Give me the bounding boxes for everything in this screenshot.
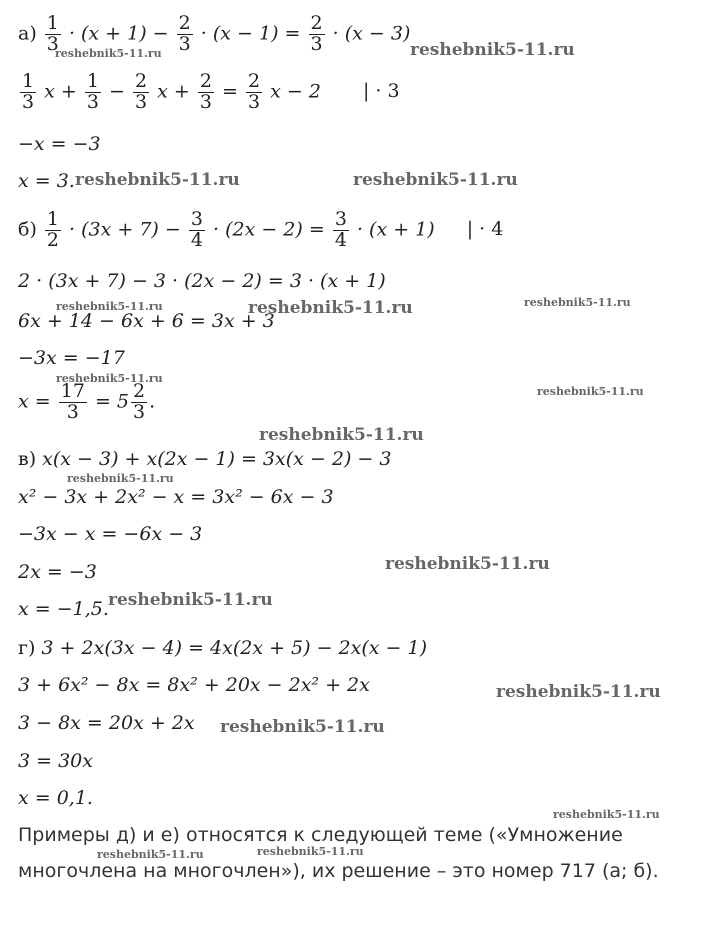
part-a-equation-4: x = 3. bbox=[18, 170, 75, 192]
fraction: $\frac{1}{2}$ bbox=[46, 208, 59, 251]
note-line-2: многочлена на многочлен»), их решение – это номер 717 (а; б). bbox=[18, 860, 659, 882]
watermark: reshebnik5-11.ru bbox=[67, 472, 174, 485]
watermark: reshebnik5-11.ru bbox=[537, 385, 644, 398]
part-a-label: а) bbox=[18, 22, 37, 45]
note-line-1: Примеры д) и е) относятся к следующей теме («Умножение bbox=[18, 824, 623, 846]
part-v-equation-5: x = −1,5. bbox=[18, 598, 109, 620]
watermark: reshebnik5-11.ru bbox=[410, 40, 575, 60]
part-b-equation-3: 6x + 14 − 6x + 6 = 3x + 3 bbox=[18, 310, 275, 332]
part-b-label: б) bbox=[18, 218, 37, 241]
part-g-label: г) bbox=[18, 637, 36, 659]
watermark: reshebnik5-11.ru bbox=[108, 590, 273, 610]
part-b-equation-1: б) $\frac{1}{2}$ · (3x + 7) − $\frac{3}{4}$ · (2x − 2) = $\frac{3}{4}$ · (x + 1) | · 4 bbox=[18, 208, 504, 251]
part-v-equation-2: x² − 3x + 2x² − x = 3x² − 6x − 3 bbox=[18, 486, 334, 508]
fraction: $\frac{3}{4}$ bbox=[334, 208, 347, 251]
part-g-equation-2: 3 + 6x² − 8x = 8x² + 20x − 2x² + 2x bbox=[18, 674, 370, 696]
watermark: reshebnik5-11.ru bbox=[75, 170, 240, 190]
fraction: $\frac{2}{3}$ bbox=[178, 12, 191, 55]
part-g-equation-5: x = 0,1. bbox=[18, 787, 93, 809]
fraction: $\frac{1}{3}$ bbox=[46, 12, 59, 55]
watermark: reshebnik5-11.ru bbox=[220, 717, 385, 737]
part-b-equation-4: −3x = −17 bbox=[18, 347, 125, 369]
watermark: reshebnik5-11.ru bbox=[257, 845, 364, 858]
multiplier: | · 4 bbox=[466, 218, 504, 241]
part-g-equation-1: г) 3 + 2x(3x − 4) = 4x(2x + 5) − 2x(x − 1) bbox=[18, 637, 427, 659]
multiplier: | · 3 bbox=[362, 80, 400, 103]
watermark: reshebnik5-11.ru bbox=[524, 296, 631, 309]
fraction: $\frac{2}{3}$ bbox=[134, 70, 148, 113]
fraction: $\frac{17}{3}$ bbox=[60, 380, 85, 423]
watermark: reshebnik5-11.ru bbox=[97, 848, 204, 861]
part-a-equation-3: −x = −3 bbox=[18, 133, 101, 155]
fraction: $\frac{2}{3}$ bbox=[199, 70, 212, 113]
watermark: reshebnik5-11.ru bbox=[55, 47, 162, 60]
part-v-equation-1: в) x(x − 3) + x(2x − 1) = 3x(x − 2) − 3 bbox=[18, 448, 392, 470]
part-a-equation-1: а) $\frac{1}{3}$ · (x + 1) − $\frac{2}{3}$ · (x − 1) = $\frac{2}{3}$ · (x − 3) bbox=[18, 12, 411, 55]
fraction: $\frac{3}{4}$ bbox=[190, 208, 203, 251]
part-b-equation-2: 2 · (3x + 7) − 3 · (2x − 2) = 3 · (x + 1) bbox=[18, 270, 386, 292]
watermark: reshebnik5-11.ru bbox=[56, 372, 163, 385]
watermark: reshebnik5-11.ru bbox=[553, 808, 660, 821]
part-v-equation-3: −3x − x = −6x − 3 bbox=[18, 523, 203, 545]
fraction: $\frac{1}{3}$ bbox=[86, 70, 99, 113]
watermark: reshebnik5-11.ru bbox=[259, 425, 424, 445]
watermark: reshebnik5-11.ru bbox=[248, 298, 413, 318]
part-b-equation-5: x = $\frac{17}{3}$ = 5 $\frac{2}{3}$ . bbox=[18, 380, 156, 423]
part-v-equation-4: 2x = −3 bbox=[18, 561, 97, 583]
part-g-equation-4: 3 = 30x bbox=[18, 750, 93, 772]
watermark: reshebnik5-11.ru bbox=[496, 682, 661, 702]
fraction: $\frac{2}{3}$ bbox=[133, 380, 146, 423]
watermark: reshebnik5-11.ru bbox=[353, 170, 518, 190]
fraction: $\frac{2}{3}$ bbox=[310, 12, 323, 55]
part-a-equation-2: $\frac{1}{3}$ x + $\frac{1}{3}$ − $\frac{2}{3}$ x + $\frac{2}{3}$ = $\frac{2}{3}$ x − 2 | · 3 bbox=[22, 70, 400, 113]
fraction: $\frac{1}{3}$ bbox=[22, 70, 35, 113]
watermark: reshebnik5-11.ru bbox=[385, 554, 550, 574]
part-g-equation-3: 3 − 8x = 20x + 2x bbox=[18, 712, 195, 734]
watermark: reshebnik5-11.ru bbox=[56, 300, 163, 313]
fraction: $\frac{2}{3}$ bbox=[247, 70, 261, 113]
part-v-label: в) bbox=[18, 448, 37, 470]
